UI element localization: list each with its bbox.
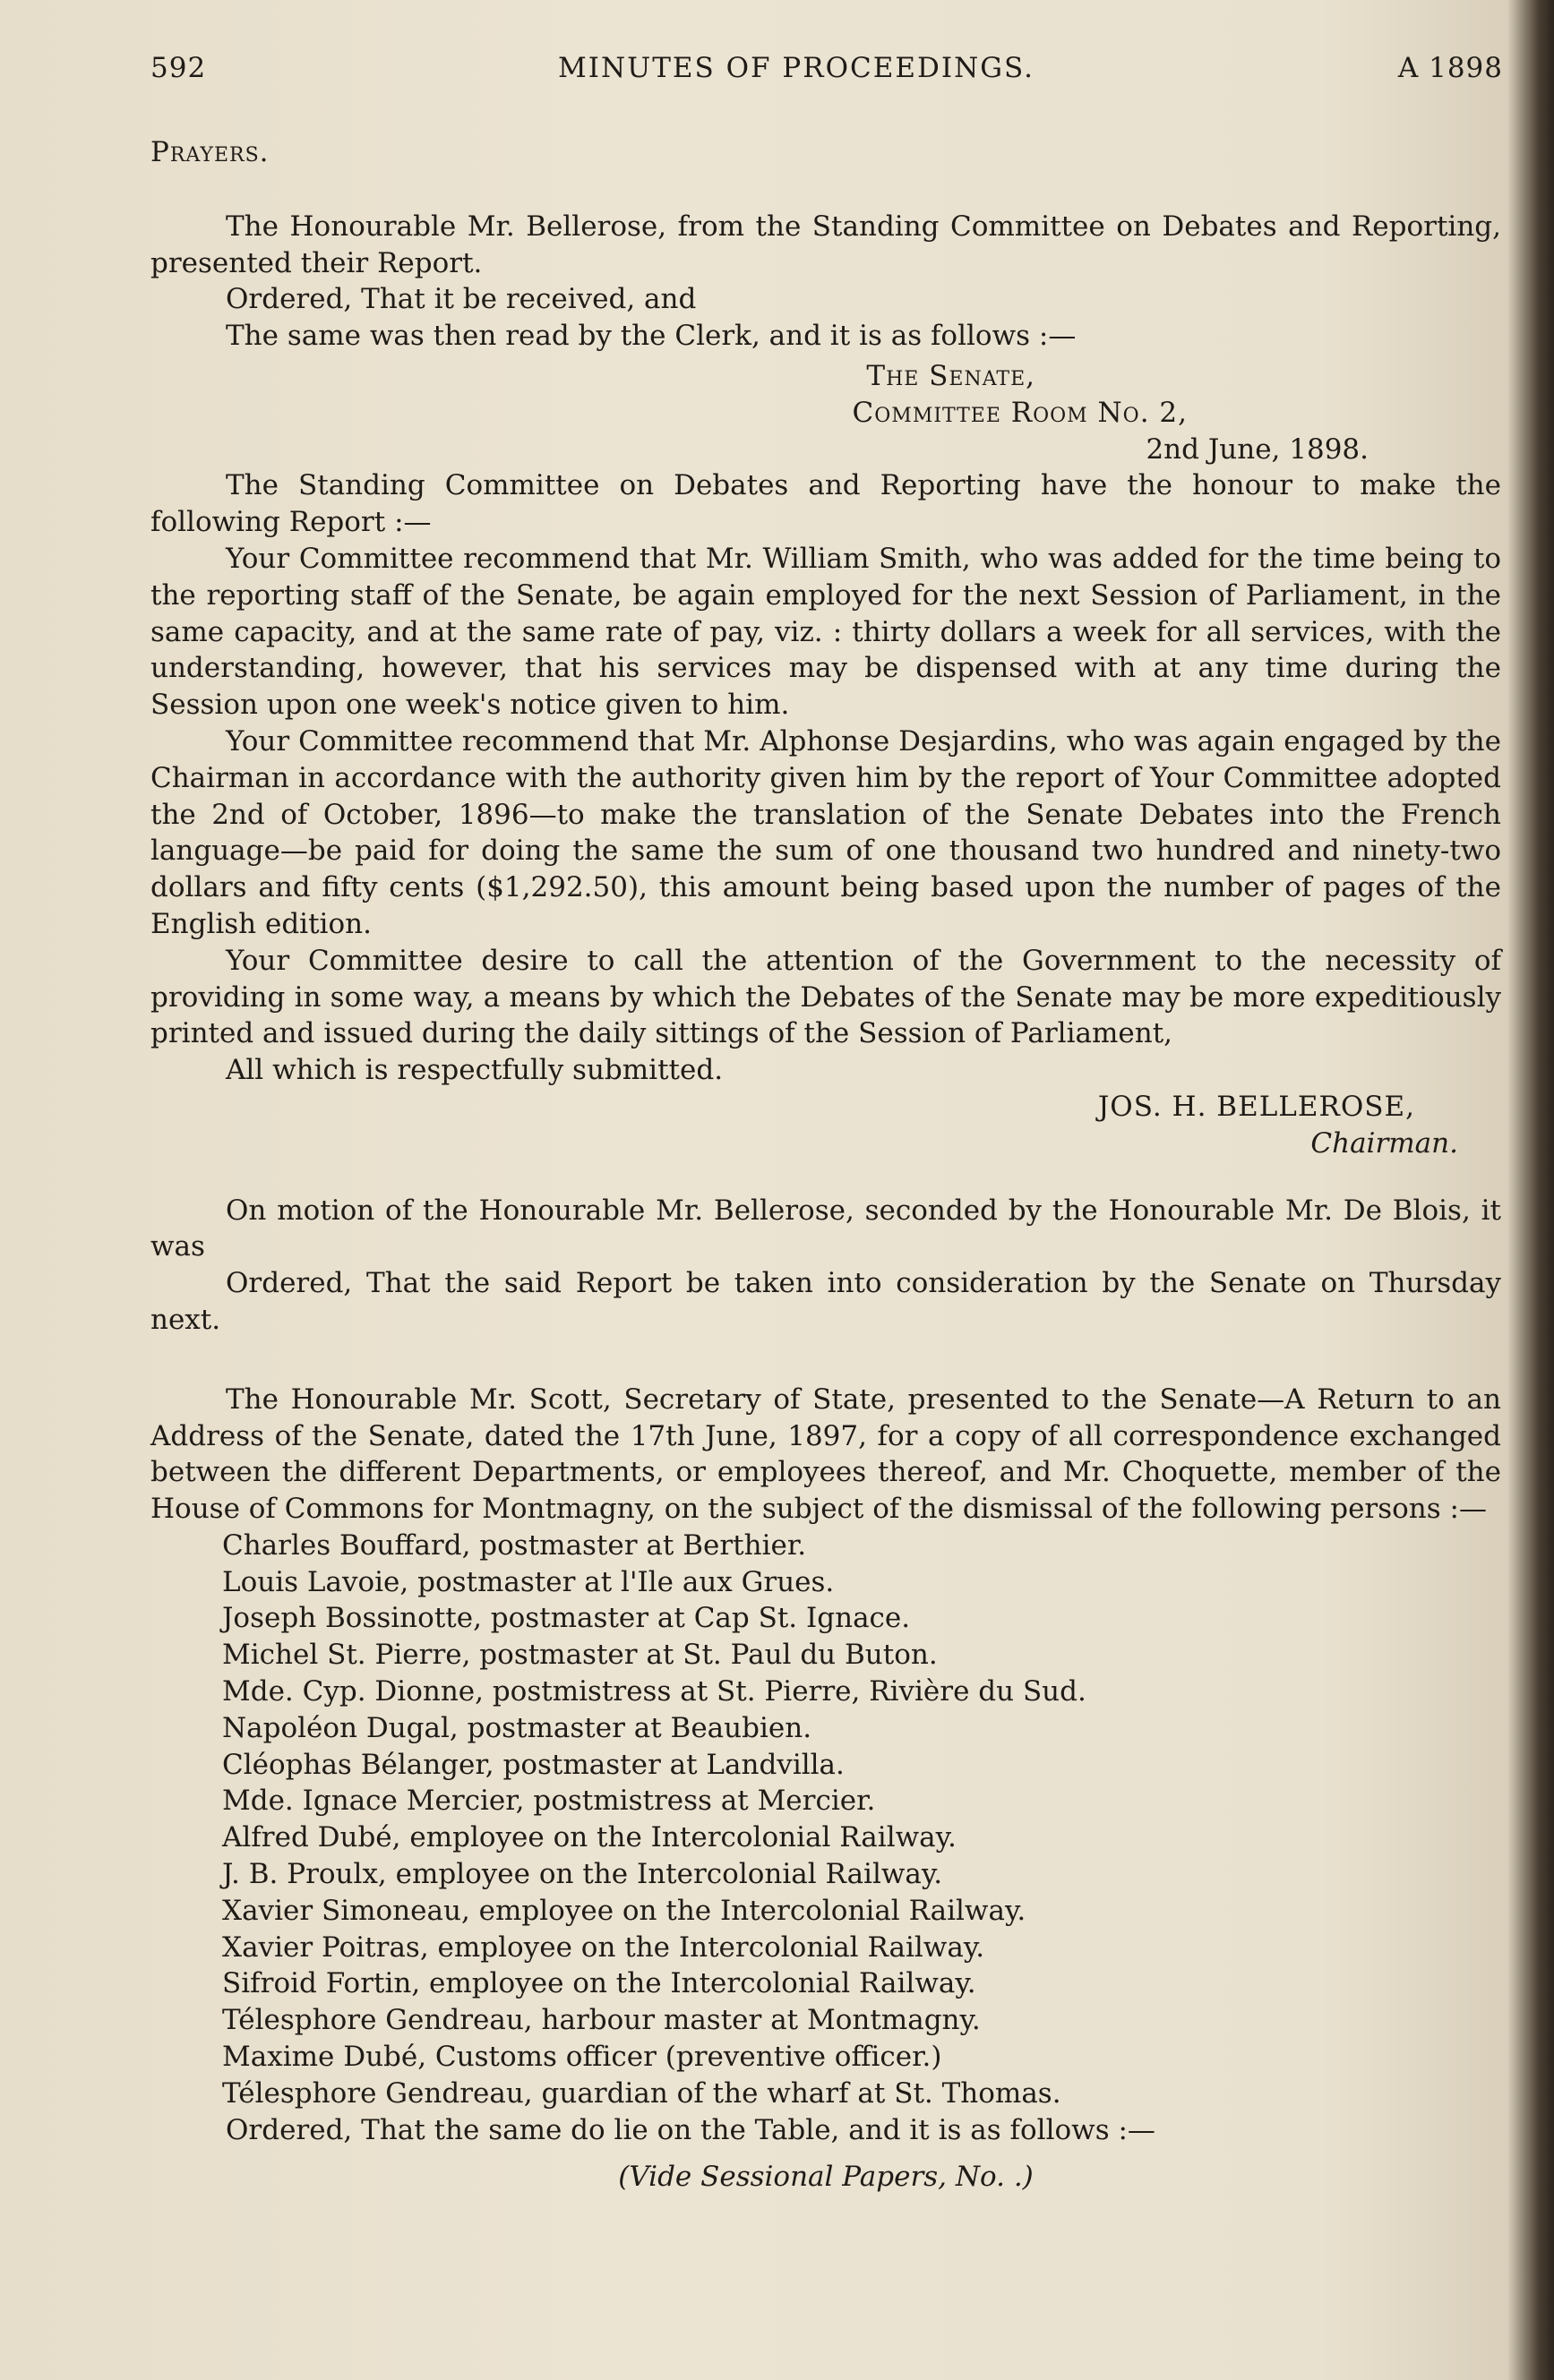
- report-paragraph-3: Your Committee recommend that Mr. Alphonse Desjardins, who was again engaged by the Chairman in accordance with the authority given him by the report of Your Committee adopted the 2nd of October, 1896—to make the translation of the Senate Debates into the French language—be paid for doing the same the sum of one thousand two hundred and ninety-two dollars and fifty cents ($1,292.50), this amount being based upon the number of pages of the English edition.: [150, 724, 1501, 940]
- list-item: Mde. Ignace Mercier, postmistress at Mercier.: [222, 1785, 876, 1818]
- list-item: Xavier Simoneau, employee on the Intercolonial Railway.: [222, 1894, 1026, 1927]
- sessional-papers-reference: (Vide Sessional Papers, No. .): [618, 2161, 1034, 2194]
- report-paragraph-4: Your Committee desire to call the attention of the Government to the necessity of providing in some way, a means by which the Debates of the Senate may be more expeditiously printed and issued during the daily sittings of the Session of Parliament,: [150, 944, 1501, 1050]
- intro-ordered: Ordered, That it be received, and: [226, 283, 697, 316]
- list-item: J. B. Proulx, employee on the Intercolonial Railway.: [222, 1858, 943, 1891]
- page-body: [150, 134, 1501, 2196]
- section-heading: Prayers.: [150, 136, 270, 168]
- return-paragraph: The Honourable Mr. Scott, Secretary of State, presented to the Senate—A Return to an Address of the Senate, dated the 17th June, 1897, for a copy of all correspondence exchanged between the different Departments, or employees thereof, and Mr. Choquette, member of the House of Commons for Montmagny, on the subject of the dismissal of the following persons :—: [150, 1383, 1501, 1526]
- list-item: Joseph Bossinotte, postmaster at Cap St. Ignace.: [222, 1602, 911, 1635]
- dismissed-persons-list: [150, 1528, 1501, 2112]
- motion-paragraph: On motion of the Honourable Mr. Bellerose, seconded by the Honourable Mr. De Blois, it was: [150, 1194, 1501, 1263]
- page-number: 592: [150, 52, 207, 84]
- list-item: Xavier Poitras, employee on the Intercolonial Railway.: [222, 1931, 985, 1964]
- return-ordered: Ordered, That the same do lie on the Table, and it is as follows :—: [226, 2113, 1155, 2146]
- list-item: Napoléon Dugal, postmaster at Beaubien.: [222, 1711, 812, 1744]
- address-senate: The Senate,: [866, 359, 1035, 392]
- volume-year: A 1898: [1397, 52, 1503, 84]
- address-room: Committee Room No. 2,: [852, 396, 1188, 429]
- list-item: Télesphore Gendreau, harbour master at Montmagny.: [222, 2004, 981, 2037]
- running-title: MINUTES OF PROCEEDINGS.: [558, 52, 1035, 84]
- list-item: Alfred Dubé, employee on the Intercolonial Railway.: [222, 1821, 957, 1854]
- list-item: Charles Bouffard, postmaster at Berthier.: [222, 1528, 807, 1562]
- list-item: Michel St. Pierre, postmaster at St. Paul du Buton.: [222, 1639, 938, 1672]
- intro-paragraph: The Honourable Mr. Bellerose, from the Standing Committee on Debates and Reporting, presented their Report.: [150, 210, 1501, 279]
- report-closing: All which is respectfully submitted.: [226, 1054, 724, 1087]
- motion-ordered: Ordered, That the said Report be taken into consideration by the Senate on Thursday next.: [150, 1267, 1501, 1336]
- address-date: 2nd June, 1898.: [1146, 432, 1369, 466]
- report-paragraph-1: The Standing Committee on Debates and Reporting have the honour to make the following Report :—: [150, 469, 1501, 539]
- list-item: Télesphore Gendreau, guardian of the wharf at St. Thomas.: [222, 2076, 1061, 2110]
- list-item: Sifroid Fortin, employee on the Intercolonial Railway.: [222, 1967, 976, 2000]
- intro-read: The same was then read by the Clerk, and it is as follows :—: [226, 320, 1077, 353]
- list-item: Maxime Dubé, Customs officer (preventive officer.): [222, 2041, 942, 2074]
- page-header: [150, 52, 1503, 97]
- list-item: Louis Lavoie, postmaster at l'Ile aux Grues.: [222, 1565, 835, 1598]
- signature-title: Chairman.: [1310, 1126, 1458, 1160]
- list-item: Cléophas Bélanger, postmaster at Landvilla.: [222, 1748, 845, 1781]
- report-paragraph-2: Your Committee recommend that Mr. William Smith, who was added for the time being to the reporting staff of the Senate, be again employed for the next Session of Parliament, in the same capacity, and at the same rate of pay, viz. : thirty dollars a week for all services, with the understanding, however, that his services may be dispensed with at any time during the Session upon one week's notice given to him.: [150, 542, 1501, 722]
- list-item: Mde. Cyp. Dionne, postmistress at St. Pierre, Rivière du Sud.: [222, 1675, 1086, 1708]
- signature-name: JOS. H. BELLEROSE,: [1097, 1090, 1415, 1123]
